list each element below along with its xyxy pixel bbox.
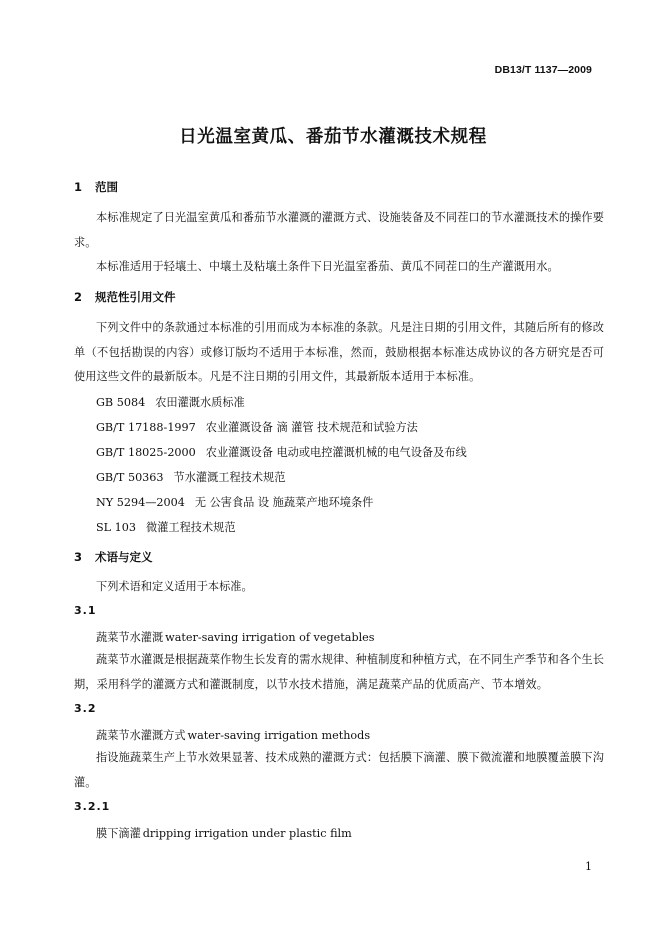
term-english: water-saving irrigation of vegetables (165, 631, 375, 644)
term-english: dripping irrigation under plastic film (142, 827, 352, 840)
reference-code: GB/T 17188-1997 (96, 421, 196, 434)
reference-item (96, 469, 285, 485)
document-title: 日光温室黄瓜、番茄节水灌溉技术规程 (179, 127, 487, 147)
section-3-heading (74, 549, 153, 565)
reference-item (96, 394, 245, 410)
term-3-1 (96, 629, 375, 645)
reference-code: NY 5294—2004 (96, 496, 185, 509)
scope-paragraph-2: 本标准适用于轻壤土、中壤土及粘壤土条件下日光温室番茄、黄瓜不同茬口的生产灌溉用水。 (96, 260, 559, 273)
term-english: water-saving irrigation methods (187, 729, 371, 742)
section-title: 术语与定义 (95, 550, 153, 564)
page-number: 1 (585, 860, 592, 873)
section-title: 范围 (95, 180, 118, 194)
section-1-heading (74, 179, 118, 195)
reference-name: 微灌工程技术规范 (146, 521, 236, 534)
term-3-2-definition: 指设施蔬菜生产上节水效果显著、技术成熟的灌溉方式：包括膜下滴灌、膜下微流灌和地膜覆盖膜下沟灌。 (74, 751, 604, 789)
reference-item (96, 519, 236, 535)
terms-intro: 下列术语和定义适用于本标准。 (96, 580, 253, 593)
section-title: 规范性引用文件 (95, 290, 176, 304)
reference-item (96, 494, 373, 510)
reference-name: 节水灌溉工程技术规范 (173, 471, 286, 484)
reference-code: SL 103 (96, 521, 137, 534)
section-2-heading (74, 289, 176, 305)
term-3-1-number: 3.1 (74, 604, 97, 617)
reference-code: GB/T 50363 (96, 471, 164, 484)
reference-item (96, 419, 418, 435)
reference-name: 农业灌溉设备 电动或电控灌溉机械的电气设备及布线 (205, 446, 467, 459)
term-3-2-1-number: 3.2.1 (74, 800, 111, 813)
term-3-2-number: 3.2 (74, 702, 97, 715)
reference-name: 无 公害食品 设 施蔬菜产地环境条件 (194, 496, 374, 509)
standard-code: DB13/T 1137—2009 (494, 64, 592, 76)
term-3-2 (96, 727, 370, 743)
term-chinese: 膜下滴灌 (96, 827, 141, 840)
scope-paragraph-1: 本标准规定了日光温室黄瓜和番茄节水灌溉的灌溉方式、设施装备及不同茬口的节水灌溉技术的操作要求。 (74, 211, 604, 249)
reference-code: GB/T 18025-2000 (96, 446, 196, 459)
section-number: 3 (74, 550, 83, 564)
term-3-2-1 (96, 825, 352, 841)
term-3-1-definition: 蔬菜节水灌溉是根据蔬菜作物生长发育的需水规律、种植制度和种植方式，在不同生产季节和各个生长期，采用科学的灌溉方式和灌溉制度，以节水技术措施，满足蔬菜产品的优质高产、节本增效。 (74, 653, 604, 691)
reference-code: GB 5084 (96, 396, 146, 409)
section-number: 1 (74, 180, 83, 194)
section-number: 2 (74, 290, 83, 304)
reference-name: 农田灌溉水质标准 (155, 396, 245, 409)
reference-item (96, 444, 467, 460)
references-intro-paragraph: 下列文件中的条款通过本标准的引用而成为本标准的条款。凡是注日期的引用文件，其随后所有的修改单（不包括勘误的内容）或修订版均不适用于本标准，然而，鼓励根据本标准达成协议的各方研究是否可使用这些文件的最新版本。凡是不注日期的引用文件，其最新版本适用于本标准。 (74, 321, 604, 383)
term-chinese: 蔬菜节水灌溉方式 (96, 729, 186, 742)
term-chinese: 蔬菜节水灌溉 (96, 631, 164, 644)
reference-name: 农业灌溉设备 滴 灌管 技术规范和试验方法 (205, 421, 418, 434)
